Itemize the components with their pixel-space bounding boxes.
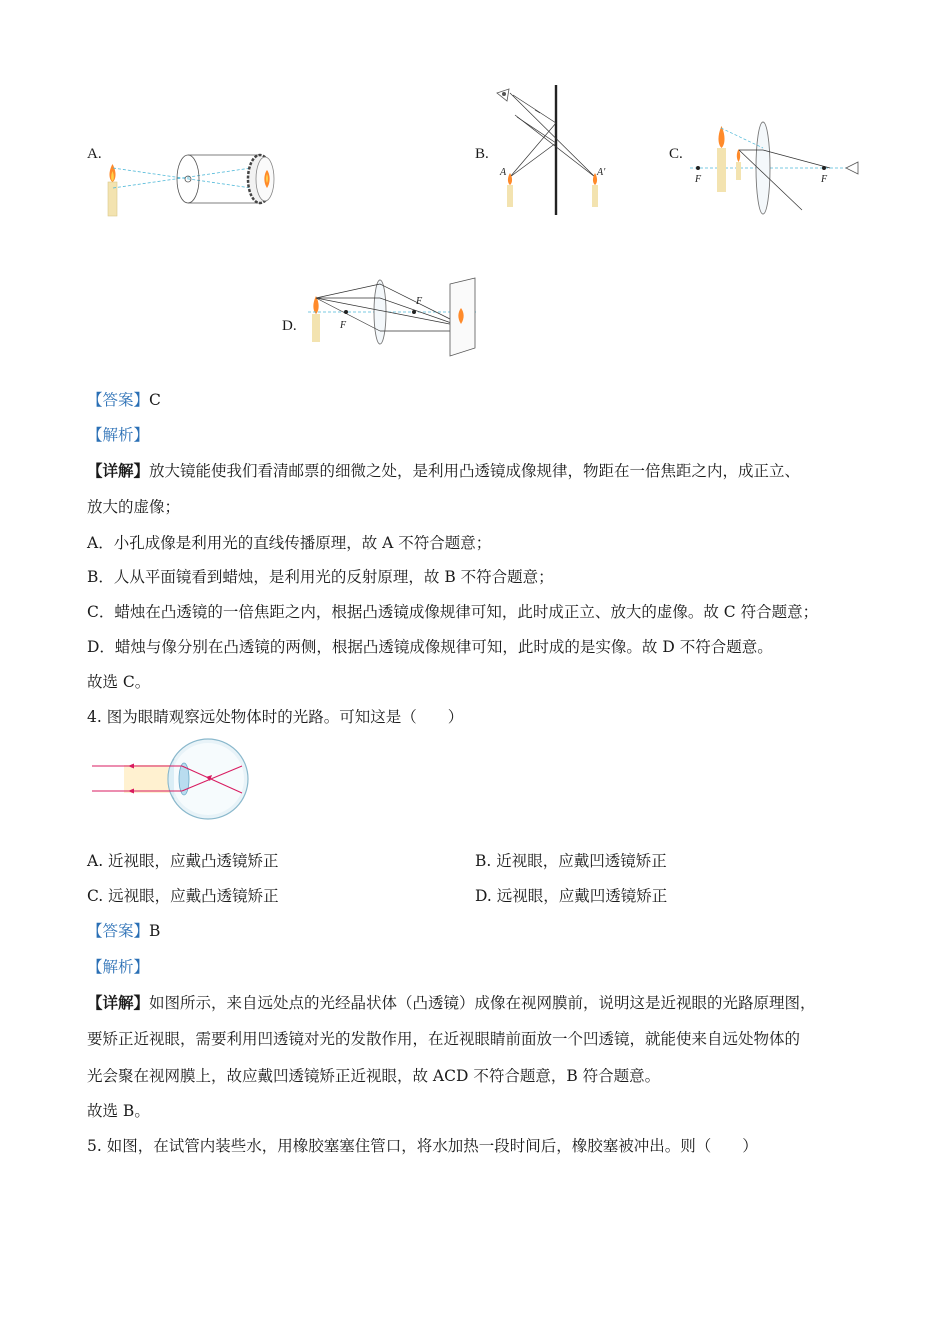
pinhole-camera-figure: [100, 150, 300, 220]
magnifier-figure: [690, 120, 860, 220]
lens-focus-left-d: F: [340, 320, 347, 331]
q4-option-c: C. 远视眼，应戴凸透镜矫正: [87, 887, 279, 905]
q4-detail-line2: 要矫正近视眼，需要利用凹透镜对光的发散作用，在近视眼睛前面放一个凹透镜，就能使来自远处物体的: [87, 1030, 801, 1048]
detail-text: 放大镜能使我们看清邮票的细微之处，是利用凸透镜成像规律，物距在一倍焦距之内，成正立、: [149, 462, 801, 480]
q3-conclusion: 故选 C。: [87, 673, 151, 691]
q3-analysis-tag: 【解析】: [87, 426, 150, 444]
q4-stem: 4. 图为眼睛观察远处物体时的光路。可知这是（ ）: [87, 708, 464, 726]
answer-value: B: [149, 922, 161, 940]
q4-answer: [87, 920, 160, 942]
q3-line-d: D．蜡烛与像分别在凸透镜的两侧，根据凸透镜成像规律可知，此时成的是实像。故 D 不符合题意。: [87, 638, 773, 656]
eye-diagram: [88, 735, 253, 825]
q4-conclusion: 故选 B。: [87, 1102, 150, 1120]
mirror-point-a: A: [500, 167, 507, 178]
lens-focus-right: F: [821, 174, 828, 185]
q4-option-a: A. 近视眼，应戴凸透镜矫正: [87, 852, 279, 870]
q4-detail-line3: 光会聚在视网膜上，故应戴凹透镜矫正近视眼，故 ACD 不符合题意，B 符合题意。: [87, 1067, 661, 1085]
answer-tag: 【答案】: [87, 922, 150, 940]
q3-line-a: A．小孔成像是利用光的直线传播原理，故 A 不符合题意；: [87, 534, 492, 552]
real-image-figure: [308, 276, 483, 358]
option-a-label: A.: [87, 146, 102, 162]
q3-line-b: B．人从平面镜看到蜡烛，是利用光的反射原理，故 B 不符合题意；: [87, 568, 554, 586]
q5-stem: 5. 如图，在试管内装些水，用橡胶塞塞住管口，将水加热一段时间后，橡胶塞被冲出。则（ ）: [87, 1137, 758, 1155]
q4-detail-line1: [87, 992, 816, 1014]
option-c-label: C.: [669, 146, 683, 162]
q4-analysis-tag: 【解析】: [87, 958, 150, 976]
option-b-label: B.: [475, 146, 489, 162]
mirror-point-a-prime: A': [597, 167, 606, 178]
answer-value: C: [149, 391, 161, 409]
detail-tag: 【详解】: [87, 993, 150, 1012]
detail-tag: 【详解】: [87, 461, 150, 480]
q3-detail-line1: [87, 460, 800, 482]
q4-option-d: D. 远视眼，应戴凹透镜矫正: [475, 887, 668, 905]
q3-detail-line2: 放大的虚像；: [87, 498, 181, 516]
plane-mirror-figure: [495, 85, 615, 220]
q4-option-b: B. 近视眼，应戴凹透镜矫正: [475, 852, 667, 870]
detail-text: 如图所示，来自远处点的光经晶状体（凸透镜）成像在视网膜前，说明这是近视眼的光路原理图，: [149, 994, 816, 1012]
q3-answer: [87, 389, 161, 411]
lens-focus-right-d: F: [416, 296, 423, 307]
q3-line-c: C．蜡烛在凸透镜的一倍焦距之内，根据凸透镜成像规律可知，此时成正立、放大的虚像。故 C 符合题意；: [87, 603, 819, 621]
option-d-label: D.: [282, 318, 297, 334]
answer-tag: 【答案】: [87, 391, 150, 409]
lens-focus-left: F: [695, 174, 702, 185]
